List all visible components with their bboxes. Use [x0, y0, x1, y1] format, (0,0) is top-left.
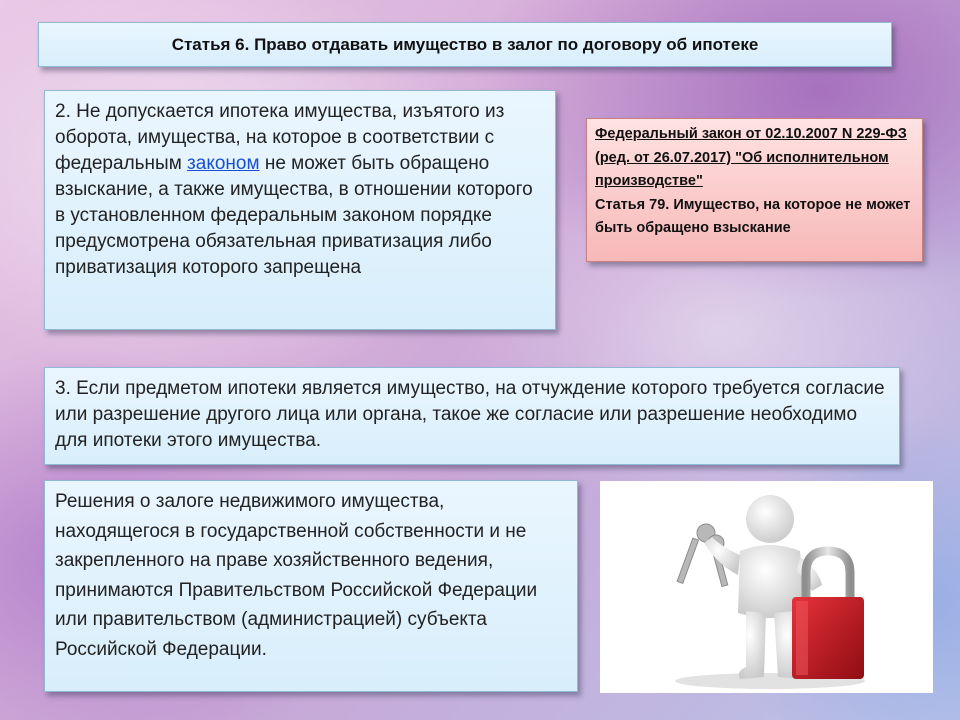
- clause-2-text-start: 2. Не допускается ипотека имущества, изъятого из оборота, имущества, на которое в соответствии с федеральным: [55, 101, 505, 174]
- slide-title: [38, 22, 892, 67]
- clause-2-text-end: не может быть обращено взыскание, а также имущества, в отношении которого в установленном федеральным законом порядке предусмотрена обязательная приватизация либо приватизация которого запрещена: [55, 153, 533, 278]
- federal-law-link[interactable]: законом: [187, 153, 260, 174]
- federal-law-title-link[interactable]: Федеральный закон от 02.10.2007 N 229-ФЗ (ред. от 26.07.2017) "Об исполнительном производстве": [595, 126, 907, 189]
- slide-title-text: Статья 6. Право отдавать имущество в залог по договору об ипотеке: [171, 34, 759, 54]
- state-property-decision-box: [44, 480, 578, 692]
- state-property-decision-text: Решения о залоге недвижимого имущества, находящегося в государственной собственности и не закрепленного на праве хозяйственного ведения, принимаются Правительством Российской Федерации или правительством (администрацией) субъекта Российской Федерации.: [55, 491, 538, 660]
- illustration-panel: [600, 481, 933, 693]
- clause-2-box: [44, 90, 556, 330]
- person-with-keys-and-padlock-icon: [600, 481, 933, 693]
- clause-3-text: 3. Если предметом ипотеки является имущество, на отчуждение которого требуется согласие или разрешение другого лица или органа, такое же согласие или разрешение необходимо для ипотеки этого имущества.: [55, 378, 885, 451]
- federal-law-note: [586, 118, 923, 262]
- clause-3-box: [44, 367, 900, 465]
- federal-law-article: Статья 79. Имущество, на которое не может быть обращено взыскание: [595, 196, 911, 236]
